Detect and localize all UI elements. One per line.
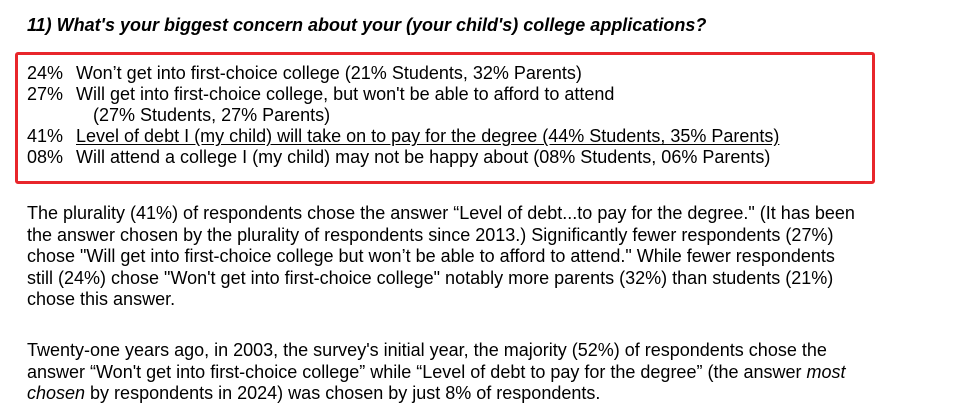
paragraph-line: the answer chosen by the plurality of respondents since 2013.) Significantly fewer respondents (27%) <box>27 224 834 245</box>
answer-text: Will get into first-choice college, but won't be able to afford to attend <box>76 84 615 104</box>
answer-list <box>27 63 779 168</box>
paragraph-line: Twenty-one years ago, in 2003, the survey's initial year, the majority (52%) of respondents chose the <box>27 340 827 360</box>
answer-text: Level of debt I (my child) will take on to pay for the degree (44% Students, 35% Parents) <box>76 126 780 146</box>
history-paragraph <box>27 340 846 405</box>
paragraph-line <box>27 383 846 405</box>
answer-item <box>27 63 779 84</box>
answer-continuation: (27% Students, 27% Parents) <box>93 105 331 125</box>
answer-item-highlighted <box>27 126 779 147</box>
emphasis-text: most <box>806 361 846 382</box>
answer-text: Will attend a college I (my child) may not be happy about (08% Students, 06% Parents) <box>76 147 771 167</box>
question-heading: 11) What's your biggest concern about your (your child's) college applications? <box>27 15 707 35</box>
answer-item <box>27 84 779 105</box>
paragraph-line <box>27 362 846 384</box>
paragraph-line: chose this answer. <box>27 289 176 309</box>
emphasis-text: chosen <box>27 383 86 403</box>
answer-percent: 08% <box>27 147 64 167</box>
paragraph-text: by respondents in 2024) was chosen by just 8% of respondents. <box>85 383 601 403</box>
answer-percent: 41% <box>27 126 64 146</box>
answer-item <box>27 147 779 168</box>
paragraph-line: The plurality (41%) of respondents chose the answer “Level of debt...to pay for the degree." (It has been <box>27 203 855 223</box>
answer-percent: 24% <box>27 63 64 83</box>
analysis-paragraph <box>27 203 855 311</box>
answer-percent: 27% <box>27 84 64 104</box>
paragraph-line: still (24%) chose "Won't get into first-choice college" notably more parents (32%) than students (21%) <box>27 267 834 288</box>
answer-text: Won’t get into first-choice college (21% Students, 32% Parents) <box>76 63 582 83</box>
paragraph-text: answer “Won't get into first-choice college” while “Level of debt to pay for the degree” (the answer <box>27 361 807 382</box>
paragraph-line: chose "Will get into first-choice college but won’t be able to afford to attend." While fewer respondents <box>27 246 835 266</box>
